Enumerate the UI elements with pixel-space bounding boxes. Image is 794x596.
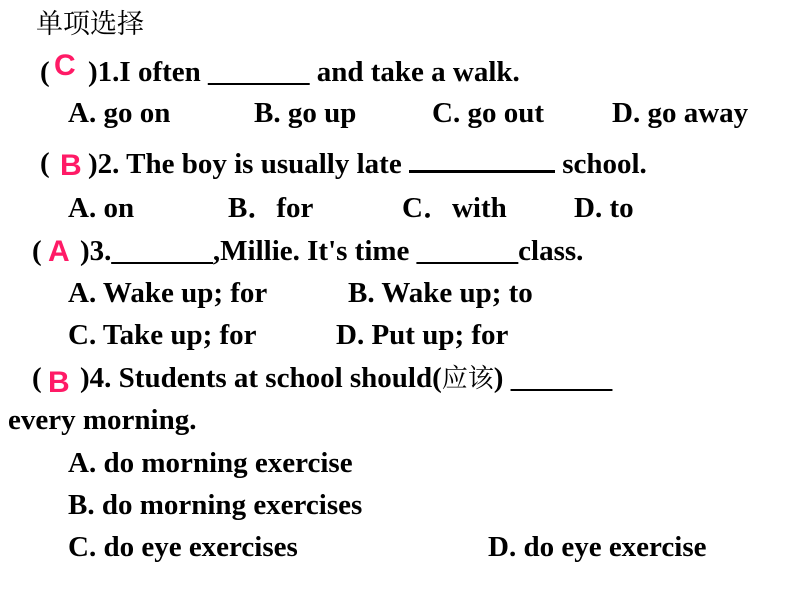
question-3-option-b: B. Wake up; to	[348, 277, 533, 309]
question-2-option-a: A. on	[68, 192, 135, 224]
question-2-stem-pre: )2. The boy is usually late	[88, 148, 409, 180]
question-2-answer: B	[60, 149, 82, 182]
question-1-open-paren: (	[40, 56, 50, 88]
question-3-open-paren: (	[32, 235, 42, 267]
question-4-open-paren: (	[32, 362, 42, 394]
question-4-stem-chinese: 应该	[441, 364, 494, 394]
question-2-option-b: B．for	[228, 192, 314, 224]
question-4-stem-post: ) _______	[493, 362, 613, 394]
question-2-open-paren: (	[40, 147, 50, 179]
question-1-option-c: C. go out	[432, 97, 544, 129]
question-2-stem-post: school.	[554, 148, 647, 180]
section-title: 单项选择	[36, 9, 144, 40]
question-1-option-b: B. go up	[254, 97, 357, 129]
question-4-option-b: B. do morning exercises	[68, 489, 363, 521]
question-4-stem-pre: )4. Students at school should(	[80, 362, 442, 394]
question-4-option-a: A. do morning exercise	[68, 447, 353, 479]
question-3-option-a: A. Wake up; for	[68, 277, 268, 309]
question-2-stem	[88, 146, 647, 181]
question-4-option-d: D. do eye exercise	[488, 531, 707, 563]
question-2-option-d: D. to	[574, 192, 634, 224]
question-2-option-c: C．with	[402, 192, 507, 224]
question-1-answer: C	[54, 49, 76, 82]
question-3-option-d: D. Put up; for	[336, 319, 509, 351]
question-4-stem-continued: every morning.	[8, 404, 197, 436]
question-1-option-a: A. go on	[68, 97, 171, 129]
question-3-stem: )3._______,Millie. It's time _______class.	[80, 235, 584, 267]
question-4-answer: B	[48, 366, 70, 399]
question-1-stem: )1.I often _______ and take a walk.	[88, 56, 520, 88]
question-4-stem	[80, 361, 612, 396]
question-3-answer: A	[48, 235, 70, 268]
question-1-option-d: D. go away	[612, 97, 749, 129]
question-4-option-c: C. do eye exercises	[68, 531, 298, 563]
question-2-blank	[409, 146, 555, 173]
question-3-option-c: C. Take up; for	[68, 319, 257, 351]
